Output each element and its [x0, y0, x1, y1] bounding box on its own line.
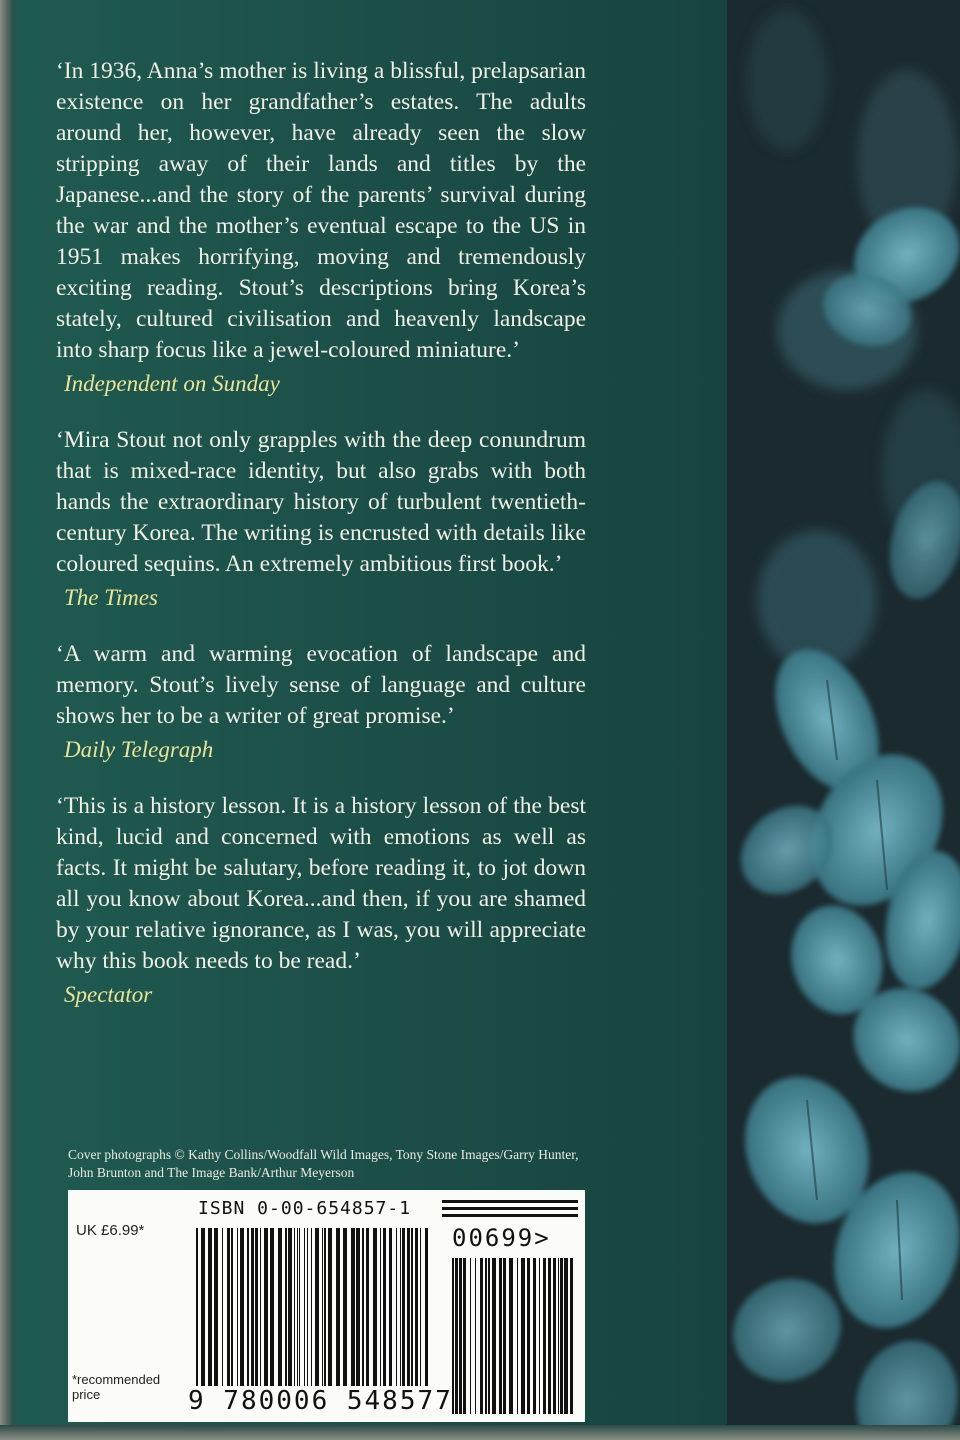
- leaf-photograph: [727, 0, 960, 1440]
- review-block: [56, 56, 586, 399]
- addon-header-lines: [442, 1198, 582, 1220]
- photo-credits: Cover photographs © Kathy Collins/Woodfall Wild Images, Tony Stone Images/Garry Hunter, John Brunton and The Image Bank/Arthur Meyerson: [68, 1147, 579, 1180]
- addon-digits: 00699>: [452, 1224, 551, 1252]
- ean-digits: 9 780006 548577: [188, 1386, 453, 1416]
- cover-bottom-edge: [0, 1425, 960, 1440]
- review-quote: ‘A warm and warming evocation of landscape and memory. Stout’s lively sense of language and culture shows her to be a writer of great promise.’: [56, 641, 586, 729]
- review-quote: ‘In 1936, Anna’s mother is living a blissful, prelapsarian existence on her grandfather’s estates. The adults around her, however, have already seen the slow stripping away of their lands and titles by the Japanese...and the story of the parents’ survival during the war and the mother’s eventual escape to the US in 1951 makes horrifying, moving and tremendously exciting reading. Stout’s descriptions bring Korea’s stately, cultured civilisation and heavenly landscape into sharp focus like a jewel-coloured miniature.’: [56, 58, 586, 363]
- recommended-price-note: *recommended price: [72, 1372, 161, 1402]
- review-block: [56, 791, 586, 1010]
- isbn-text: ISBN 0-00-654857-1: [198, 1198, 412, 1219]
- review-source: Independent on Sunday: [64, 371, 280, 396]
- price-label: UK £6.99*: [76, 1222, 145, 1239]
- ean-barcode: [196, 1228, 432, 1386]
- review-source: Daily Telegraph: [64, 737, 214, 762]
- addon-barcode: [452, 1258, 576, 1414]
- review-source: Spectator: [64, 982, 153, 1007]
- leaves-illustration: [727, 0, 960, 1440]
- cover-left-edge: [0, 0, 12, 1440]
- review-source: The Times: [64, 585, 158, 610]
- review-block: [56, 639, 586, 765]
- review-block: [56, 425, 586, 613]
- review-quote: ‘Mira Stout not only grapples with the deep conundrum that is mixed-race identity, but also grabs with both hands the extraordinary history of turbulent twentieth-century Korea. The writing is encrusted with details like coloured sequins. An extremely ambitious first book.’: [56, 427, 586, 577]
- review-blurbs: [56, 56, 586, 1036]
- barcode-label: [68, 1190, 585, 1422]
- review-quote: ‘This is a history lesson. It is a history lesson of the best kind, lucid and concerned with emotions as well as facts. It might be salutary, before reading it, to jot down all you know about Korea...and then, if you are shamed by your relative ignorance, as I was, you will appreciate why this book needs to be read.’: [56, 793, 586, 974]
